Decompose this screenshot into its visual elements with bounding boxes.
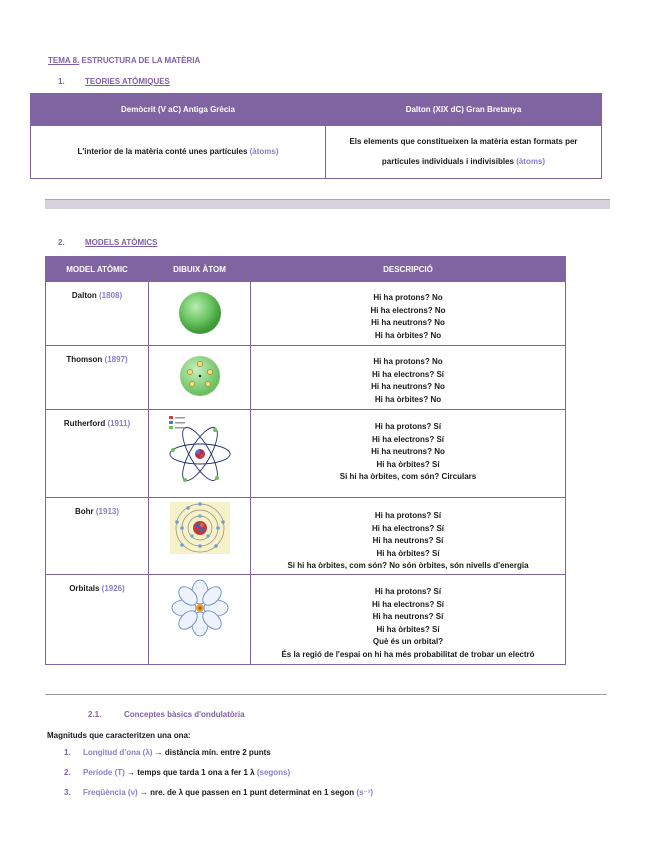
list-item [64, 788, 373, 797]
table-row [46, 498, 566, 575]
magnitude-definition: → temps que tarda 1 ona a fer 1 λ [124, 768, 257, 777]
subsection-number: 2.1. [88, 710, 102, 719]
description-line: Hi ha òrbites? No [374, 330, 442, 340]
list-item [64, 768, 290, 777]
model-name: Dalton [71, 291, 97, 300]
model-description-cell [251, 346, 566, 410]
description-line: Hi ha òrbites? Sí [376, 548, 440, 558]
model-year: (1808) [99, 291, 123, 300]
model-year: (1913) [95, 507, 120, 516]
description-line: Hi ha neutrons? Sí [372, 612, 444, 621]
description-line: Hi ha neutrons? No [371, 447, 445, 456]
subsection-title: Conceptes bàsics d'ondulatòria [124, 710, 245, 719]
theory-text: L'interior de la matèria conté unes partícules [77, 147, 250, 156]
magnitude-unit: (s⁻¹) [356, 788, 374, 797]
section-1-title: TEORIES ATÒMIQUES [85, 77, 170, 86]
list-number: 2. [64, 768, 71, 777]
magnitudes-intro: Magnituds que caracteritzen una ona: [47, 731, 191, 740]
models-header-description: DESCRIPCIÓ [251, 257, 566, 282]
description-line: Hi ha electrons? Sí [371, 599, 445, 609]
list-number: 3. [64, 788, 71, 797]
list-item [64, 748, 271, 757]
description-line: Hi ha electrons? No [370, 305, 446, 315]
theories-table [30, 93, 602, 179]
description-line: Hi ha neutrons? No [371, 318, 445, 327]
description-line: Què és un orbital? [372, 637, 444, 646]
table-row [46, 346, 566, 410]
description-line: Hi ha òrbites? Sí [376, 459, 440, 469]
description-line: Hi ha electrons? Sí [371, 369, 445, 379]
model-drawing-cell [149, 346, 251, 410]
section-2-heading [58, 238, 157, 247]
model-drawing-cell [149, 282, 251, 346]
section-1-number: 1. [58, 77, 65, 86]
model-description-cell [251, 410, 566, 498]
theory-highlight: (àtoms) [249, 147, 279, 156]
orbital-atom-icon [167, 575, 233, 641]
description-line: Hi ha protons? Sí [374, 511, 442, 520]
description-line: Si hi ha òrbites, com són? Circulars [339, 472, 477, 481]
description-line: Hi ha neutrons? Sí [372, 536, 444, 545]
model-name-cell [46, 282, 149, 346]
model-year: (1911) [107, 419, 131, 428]
magnitude-term: Longitud d'ona (λ) [83, 748, 153, 757]
description-line: Si hi ha òrbites, com són? No són òrbites, són nivells d'energia [287, 561, 529, 570]
theories-cell-dalton [326, 126, 602, 179]
magnitude-definition: → nre. de λ que passen en 1 punt determinat en 1 segon [137, 788, 357, 797]
magnitude-unit: (segons) [256, 768, 291, 777]
model-name: Thomson [66, 355, 103, 364]
table-row [46, 410, 566, 498]
list-number: 1. [64, 748, 71, 757]
description-line: És la regió de l'espai on hi ha més probabilitat de trobar un electró [281, 649, 535, 659]
description-line: Hi ha electrons? Sí [371, 523, 445, 533]
model-description-cell [251, 498, 566, 575]
model-description-cell [251, 575, 566, 665]
description-line: Hi ha protons? Sí [374, 587, 442, 596]
table-row [46, 575, 566, 665]
model-name-cell [46, 575, 149, 665]
description-line: Hi ha protons? No [373, 357, 443, 366]
table-row [46, 282, 566, 346]
model-description-cell [251, 282, 566, 346]
solid-sphere-icon [170, 282, 230, 342]
theories-header-dalton: Dalton (XIX dC) Gran Bretanya [326, 94, 602, 126]
models-header-model: MODEL ATÒMIC [46, 257, 149, 282]
rutherford-atom-icon [165, 410, 235, 490]
magnitude-definition: → distància mín. entre 2 punts [152, 748, 271, 757]
model-year: (1926) [101, 584, 125, 593]
section-1-heading [58, 77, 170, 86]
bohr-atom-icon [168, 498, 232, 558]
model-drawing-cell [149, 498, 251, 575]
description-line: Hi ha òrbites? Sí [376, 624, 440, 634]
model-name: Bohr [74, 507, 94, 516]
description-line: Hi ha òrbites? No [374, 394, 442, 404]
document-heading [48, 56, 200, 65]
theory-text: Els elements que constitueixen la matèria estan formats per partícules individuals i indivisibles [349, 137, 578, 166]
model-name-cell [46, 410, 149, 498]
description-line: Hi ha protons? No [373, 293, 443, 302]
magnitude-term: Freqüència (ν) [83, 788, 138, 797]
magnitude-term: Període (T) [83, 768, 125, 777]
plum-pudding-icon [170, 346, 230, 406]
model-name: Orbitals [69, 584, 100, 593]
model-name-cell [46, 346, 149, 410]
subsection-2-1-heading [88, 710, 245, 719]
horizontal-rule [45, 694, 607, 695]
section-divider-band [45, 199, 610, 209]
model-drawing-cell [149, 575, 251, 665]
model-drawing-cell [149, 410, 251, 498]
description-line: Hi ha electrons? Sí [371, 434, 445, 444]
model-name: Rutherford [63, 419, 106, 428]
model-year: (1897) [104, 355, 128, 364]
theories-cell-democritus [31, 126, 326, 179]
atomic-models-table [45, 256, 566, 665]
description-line: Hi ha neutrons? No [371, 382, 445, 391]
theory-highlight: (àtoms) [516, 157, 546, 166]
model-name-cell [46, 498, 149, 575]
description-line: Hi ha protons? Sí [374, 422, 442, 431]
tema-label: TEMA 8. [48, 56, 80, 65]
section-2-title: MODELS ATÒMICS [85, 238, 158, 247]
heading-title: ESTRUCTURA DE LA MATÈRIA [79, 56, 201, 65]
section-2-number: 2. [58, 238, 65, 247]
models-header-drawing: DIBUIX ÀTOM [149, 257, 251, 282]
theories-header-democritus: Demòcrit (V aC) Antiga Grècia [31, 94, 326, 126]
